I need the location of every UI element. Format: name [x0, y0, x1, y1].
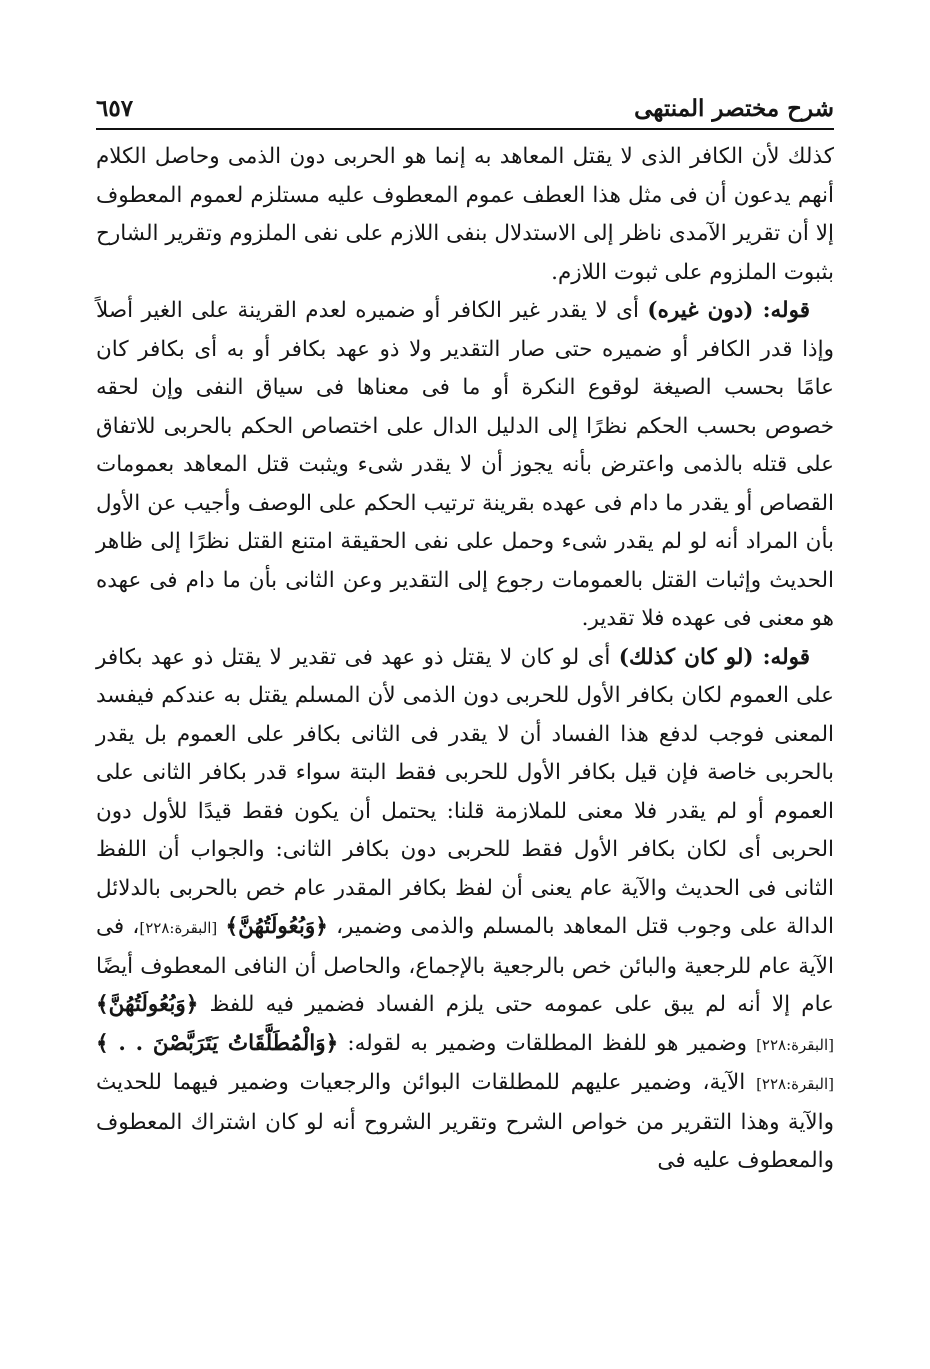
- verse-reference: [البقرة:٢٢٨]: [139, 919, 218, 937]
- paragraph-1-text: كذلك لأن الكافر الذى لا يقتل المعاهد به إنما هو الحربى دون الذمى وحاصل الكلام أنهم يدعون أن فى مثل هذا العطف عموم المعطوف عليه مستلزم لعموم المعطوف إلا أن تقرير الآمدى ناظر إلى الاستدلال بنفى اللازم على نفى الملزوم وتقرير الشارح بثبوت الملزوم على ثبوت اللازم.: [96, 144, 834, 285]
- commentary-heading: قوله: (دون غيره): [647, 298, 810, 323]
- quran-quote: ﴿وَالْمُطَلَّقَاتُ يَتَرَبَّصْنَ . . ﴾: [96, 1030, 339, 1056]
- quran-quote: ﴿وَبُعُولَتُهُنَّ﴾: [225, 914, 328, 939]
- page-number: ٦٥٧: [96, 95, 134, 122]
- quran-quote: ﴿وَبُعُولَتُهُنَّ﴾: [96, 992, 199, 1017]
- book-title: شرح مختصر المنتهى: [634, 95, 834, 122]
- paragraph-2-text: أى لا يقدر غير الكافر أو ضميره لعدم القرينة على الغير أصلاً وإذا قدر الكافر أو ضميره حتى صار التقدير ولا ذو عهد بكافر أو به أى بكافر كان عامًا بحسب الصيغة لوقوع النكرة أو ما فى معناها فى سياق النفى وإن لحقه خصوص بحسب الحكم نظرًا إلى الدليل الدال على اختصاص الحكم بالحربى للاتفاق على قتله بالذمى واعترض بأنه يجوز أن لا يقدر شىء ويثبت قتل المعاهد بعمومات القصاص أو يقدر ما دام فى عهده بقرينة ترتيب الحكم على الوصف وأجيب عن الأول بأن المراد أنه لو لم يقدر شىء وحمل على نفى الحقيقة امتنع القتل نظرًا إلى ظاهر الحديث وإثبات القتل بالعمومات رجوع إلى التقدير وعن الثانى بأن ما دام فى عهده هو معنى فى عهده فلا تقدير.: [96, 298, 834, 631]
- paragraph-3: [96, 639, 834, 1181]
- paragraph-1: [96, 138, 834, 292]
- verse-reference: [البقرة:٢٢٨]: [756, 1075, 834, 1093]
- commentary-heading: قوله: (لو كان كذلك): [618, 644, 811, 670]
- paragraph-3-text-d: الآية، وضمير عليهم للمطلقات البوائن والرجعيات وضمير فيهما للحديث والآية وهذا التقرير من خواص الشرح وتقرير الشروح أنه لو كان اشتراك المعطوف والمعطوف عليه فى: [96, 1070, 834, 1173]
- header-rule: [96, 128, 834, 130]
- paragraph-3-text-c: وضمير هو للفظ المطلقات وضمير به لقوله:: [338, 1030, 757, 1056]
- running-header: [96, 82, 834, 122]
- page-body: [96, 138, 834, 1339]
- paragraph-3-text-b: ، فى الآية عام للرجعية والبائن خص بالرجعية بالإجماع، والحاصل أن النافى المعطوف أيضًا عام إلا أنه لم يبق على عمومه حتى يلزم الفساد فضمير فيه للفظ: [96, 914, 834, 1017]
- verse-reference: [البقرة:٢٢٨]: [756, 1035, 834, 1054]
- paragraph-3-text-a: أى لو كان لا يقتل ذو عهد فى تقدير لا يقتل ذو عهد بكافر على العموم لكان بكافر الأول للحربى دون الذمى لأن المسلم يقتل به عندكم فيفسد المعنى فوجب لدفع هذا الفساد أن لا يقدر فى الثانى بكافر على العموم بل يقدر بالحربى خاصة فإن قيل بكافر الأول للحربى فقط البتة سواء قدر بكافر الثانى على العموم أو لم يقدر فلا معنى للملازمة قلنا: يحتمل أن يكون فقط قيدًا للأول دون الحربى أى لكان بكافر الأول فقط للحربى دون بكافر الثانى: والجواب أن اللفظ الثانى فى الحديث والآية عام يعنى أن لفظ بكافر المقدر عام خص بالحربى بالدلائل الدالة على وجوب قتل المعاهد بالمسلم والذمى وضمير،: [96, 644, 834, 939]
- paragraph-2: [96, 292, 834, 639]
